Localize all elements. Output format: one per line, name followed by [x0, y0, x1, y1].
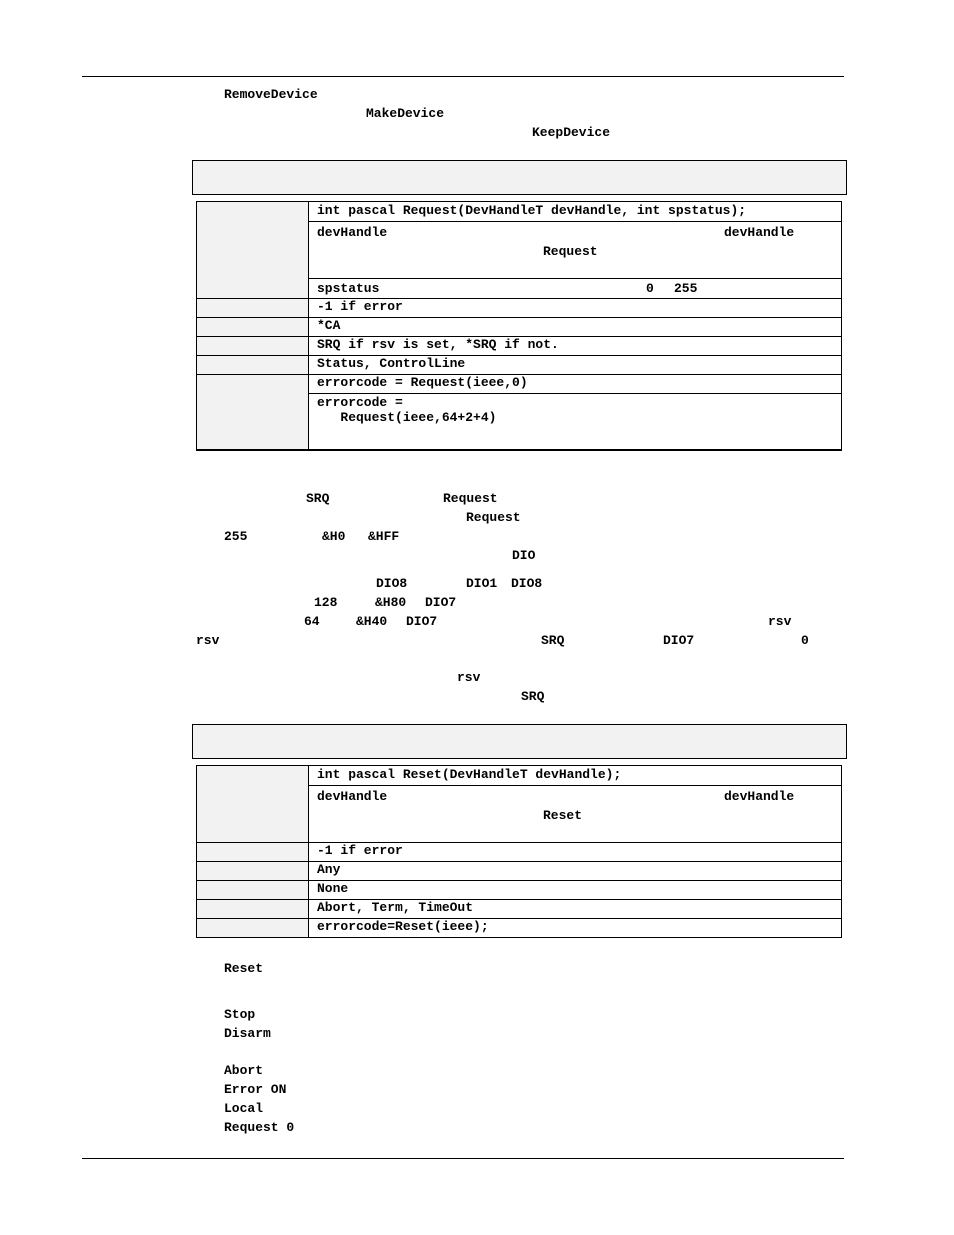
reset-label-example — [197, 919, 309, 938]
request-param2-max: 255 — [674, 281, 698, 296]
intro-keep-device: KeepDevice — [532, 125, 611, 140]
request-example2-cell — [309, 394, 842, 450]
reset-param-devhandle — [309, 786, 842, 843]
request-label-returns — [197, 299, 309, 318]
reset-param1-ref: devHandle — [724, 789, 795, 804]
request-syntax-cell — [309, 202, 842, 222]
request-param1-ref: devHandle — [724, 225, 795, 240]
reset-label-state — [197, 862, 309, 881]
reset-text-reset: Reset — [224, 961, 264, 976]
intro-make-device: MakeDevice — [366, 106, 445, 121]
req-text-dio8a: DIO8 — [376, 576, 408, 591]
request-param2-name: spstatus — [317, 281, 380, 296]
req-text-dio7a: DIO7 — [425, 595, 457, 610]
req-text-64: 64 — [304, 614, 320, 629]
reset-text-stop: Stop — [224, 1007, 256, 1022]
reset-text-local: Local — [224, 1101, 264, 1116]
reset-text-request0: Request 0 — [224, 1120, 295, 1135]
req-text-h40: &H40 — [356, 614, 388, 629]
req-text-rsv1: rsv — [768, 614, 792, 629]
req-text-zero: 0 — [801, 633, 809, 648]
req-text-dio7b: DIO7 — [406, 614, 438, 629]
req-text-dio: DIO — [512, 548, 536, 563]
reset-state: Any — [317, 862, 341, 877]
req-text-request2: Request — [466, 510, 521, 525]
reset-returns: -1 if error — [317, 843, 403, 858]
reset-label-see-also — [197, 900, 309, 919]
req-text-rsv3: rsv — [457, 670, 481, 685]
reset-spec-table — [196, 765, 842, 938]
request-see-also: Status, ControlLine — [317, 356, 466, 371]
reset-param1-name: devHandle — [317, 789, 388, 804]
req-text-255: 255 — [224, 529, 248, 544]
reset-param1-fn: Reset — [543, 808, 583, 823]
req-text-dio1: DIO1 — [466, 576, 498, 591]
req-text-srq3: SRQ — [521, 689, 545, 704]
request-param1-fn: Request — [543, 244, 598, 259]
request-example1: errorcode = Request(ieee,0) — [317, 375, 528, 390]
header-rule — [82, 76, 844, 77]
reset-see-also: Abort, Term, TimeOut — [317, 900, 474, 915]
request-label-see-also — [197, 356, 309, 375]
request-example2-line2: Request(ieee,64+2+4) — [317, 410, 497, 425]
req-text-srq2: SRQ — [541, 633, 565, 648]
request-state: *CA — [317, 318, 341, 333]
reset-text-error-on: Error ON — [224, 1082, 287, 1097]
reset-bus-state: None — [317, 881, 349, 896]
request-label-bus-state — [197, 337, 309, 356]
req-text-hff: &HFF — [368, 529, 400, 544]
request-spec-table — [196, 201, 842, 451]
reset-text-disarm: Disarm — [224, 1026, 271, 1041]
request-param2-min: 0 — [646, 281, 654, 296]
reset-heading-banner — [192, 724, 847, 759]
request-bus-state: SRQ if rsv is set, *SRQ if not. — [317, 337, 559, 352]
reset-label-bus-state — [197, 881, 309, 900]
req-text-rsv2: rsv — [196, 633, 220, 648]
intro-remove-device: RemoveDevice — [224, 87, 318, 102]
request-param-devhandle — [309, 222, 842, 279]
req-text-h0: &H0 — [322, 529, 346, 544]
req-text-128: 128 — [314, 595, 338, 610]
req-text-dio8b: DIO8 — [511, 576, 543, 591]
request-example2-line1: errorcode = — [317, 395, 403, 410]
reset-label-syntax — [197, 766, 309, 843]
footer-rule — [82, 1158, 844, 1159]
request-returns: -1 if error — [317, 299, 403, 314]
req-text-request1: Request — [443, 491, 498, 506]
reset-example: errorcode=Reset(ieee); — [317, 919, 489, 934]
request-param1-name: devHandle — [317, 225, 388, 240]
reset-syntax: int pascal Reset(DevHandleT devHandle); — [317, 767, 622, 782]
request-label-example — [197, 375, 309, 450]
req-text-h80: &H80 — [375, 595, 407, 610]
req-text-srq: SRQ — [306, 491, 330, 506]
req-text-dio7c: DIO7 — [663, 633, 695, 648]
reset-label-returns — [197, 843, 309, 862]
request-param-spstatus — [309, 279, 842, 299]
reset-text-abort: Abort — [224, 1063, 264, 1078]
request-label-state — [197, 318, 309, 337]
request-heading-banner — [192, 160, 847, 195]
request-syntax: int pascal Request(DevHandleT devHandle, int spstatus); — [317, 203, 747, 218]
request-label-syntax — [197, 202, 309, 299]
